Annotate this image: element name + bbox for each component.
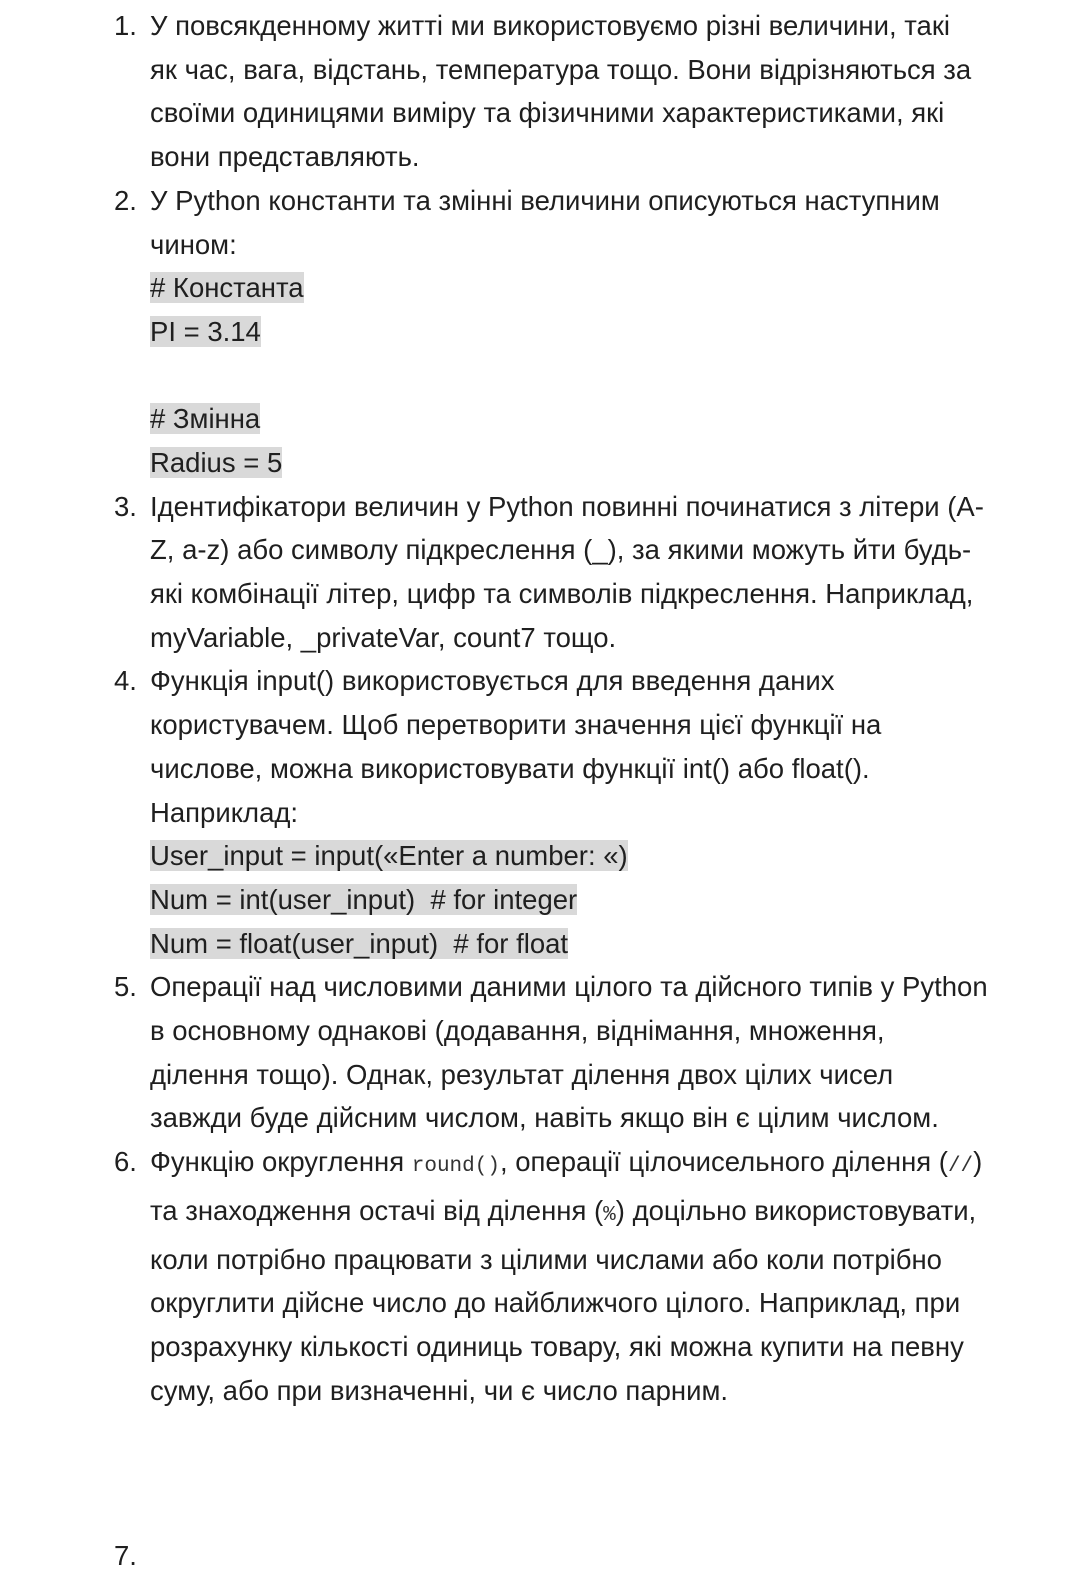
text-run: ) та знаходження остачі від ділення ( <box>150 1146 983 1226</box>
code-statement: PI = 3.14 <box>150 315 261 347</box>
list-number: 1. <box>114 10 137 41</box>
inline-code-round: round() <box>411 1155 500 1179</box>
list-item-text: У Python константи та змінні величини описуються наступним чином: <box>150 184 940 260</box>
code-statement: Num = float(user_input) # for float <box>150 927 569 959</box>
text-run: , операції цілочисельного ділення ( <box>499 1146 948 1178</box>
code-line <box>150 266 990 310</box>
list-number: 6. <box>114 1146 137 1178</box>
code-statement: Num = int(user_input) # for integer <box>150 883 578 915</box>
text-run: ) доцільно використовувати, коли потрібно працювати з цілими числами або коли потрібно округлити дійсне число до найближчого цілого. Наприклад, при розрахунку кількості одиниць товару, які можна купити на певну суму, або при визначенні, чи є число парним. <box>150 1194 977 1406</box>
list-item-2 <box>0 179 1080 485</box>
code-line <box>150 310 990 354</box>
list-number: 5. <box>114 971 137 1003</box>
code-comment: # Змінна <box>150 403 261 435</box>
list-item-4 <box>0 659 1080 965</box>
list-item-5 <box>0 965 1080 1140</box>
code-statement: User_input = input(«Enter a number: «) <box>150 840 628 872</box>
code-line <box>150 834 990 878</box>
code-line <box>150 922 990 966</box>
list-item-text: У повсякденному житті ми використовуємо різні величини, такі як час, вага, відстань, температура тощо. Вони відрізняються за своїми одиницями виміру та фізичними характеристиками, які вони представляють. <box>150 10 972 173</box>
list-number-next: 7. <box>114 1540 137 1571</box>
text-run: Функцію округлення <box>150 1146 412 1178</box>
code-statement: Radius = 5 <box>150 446 283 478</box>
list-item-text: Операції над числовими даними цілого та дійсного типів у Python в основному однакові (додавання, віднімання, множення, ділення тощо). Однак, результат ділення двох цілих чисел завжди буде дійсним числом, навіть якщо він є цілим числом. <box>150 971 988 1134</box>
code-line <box>150 397 990 441</box>
list-item-6 <box>0 1140 1080 1412</box>
blank-line <box>150 354 990 398</box>
list-number: 3. <box>114 490 137 522</box>
code-comment: # Константа <box>150 272 304 304</box>
list-number: 2. <box>114 184 137 216</box>
list-item-text: Функція input() використовується для введення даних користувачем. Щоб перетворити значення цієї функції на числове, можна використовувати функції int() або float(). Наприклад: <box>150 665 882 828</box>
document-body <box>0 4 1080 1412</box>
code-line <box>150 441 990 485</box>
list-number: 4. <box>114 665 137 697</box>
code-line <box>150 878 990 922</box>
inline-code-mod: % <box>603 1203 616 1227</box>
list-item-1 <box>0 4 1080 179</box>
list-item-text: Ідентифікатори величин у Python повинні починатися з літери (A-Z, a-z) або символу підкреслення (_), за якими можуть йти будь-які комбінації літер, цифр та символів підкреслення. Наприклад, myVariable, _privateVar, count7 тощо. <box>150 490 984 653</box>
list-item-text <box>150 1140 990 1412</box>
list-item-3 <box>0 485 1080 660</box>
inline-code-floordiv: // <box>947 1155 974 1179</box>
